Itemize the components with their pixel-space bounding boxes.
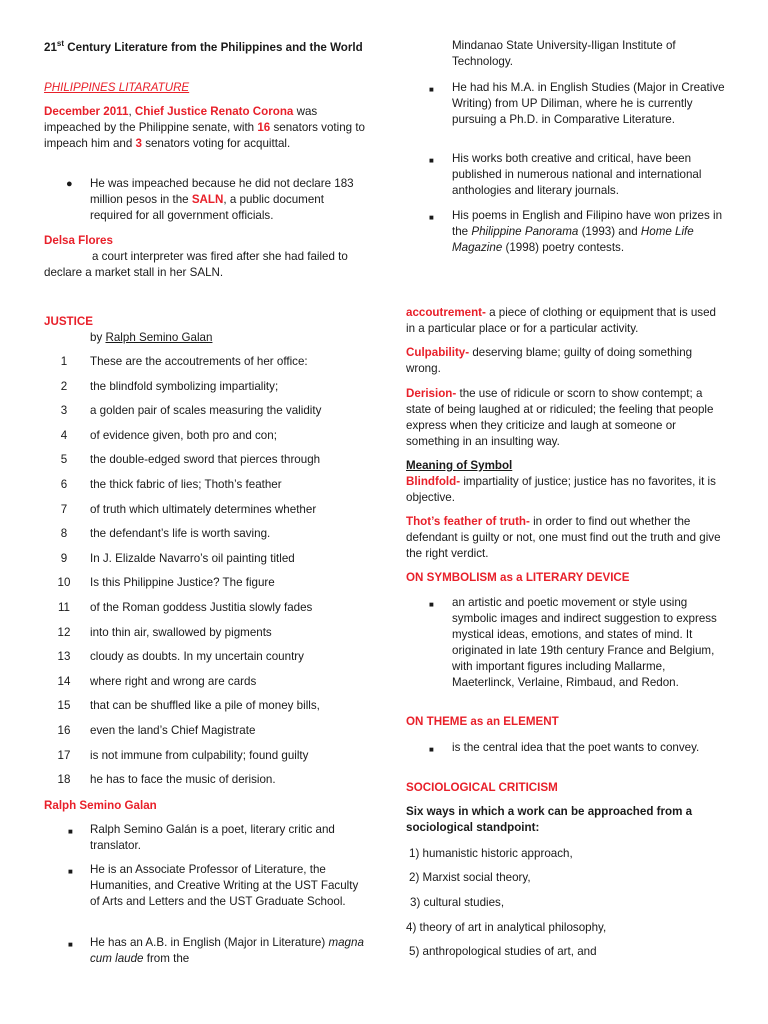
poem-line-text: even the land’s Chief Magistrate <box>90 724 256 737</box>
poem-line-text: the blindfold symbolizing impartiality; <box>90 379 279 393</box>
bio-bullet-3: He has an A.B. in English (Major in Literature) magna cum laude from the <box>90 936 364 965</box>
bio-bullet-2: He is an Associate Professor of Literature, the Humanities, and Creative Writing at the UST Faculty of Arts and Letters and the UST Graduate School. <box>90 863 359 908</box>
poem-line-text: the thick fabric of lies; Thoth’s feather <box>90 478 282 491</box>
bio-heading: Ralph Semino Galan <box>44 799 157 812</box>
poem-line-text: where right and wrong are cards <box>90 674 257 688</box>
square-bullet-icon: ■ <box>429 745 434 754</box>
theme-heading: ON THEME as an ELEMENT <box>406 715 559 728</box>
poem-line-number: 14 <box>57 674 71 688</box>
symbol-blindfold: Blindfold- impartiality of justice; justice has no favorites, it is objective. <box>406 475 716 504</box>
poem-line-text: of evidence given, both pro and con; <box>90 428 277 442</box>
poem-line-number: 4 <box>60 428 68 442</box>
corona-paragraph: December 2011, Chief Justice Renato Corona was impeached by the Philippine senate, with 16 senators voting to impeach him and 3 senators voting for acquittal. <box>44 105 365 150</box>
poem-byline: by Ralph Semino Galan <box>90 331 213 344</box>
page-title: 21st Century Literature from the Philippines and the World <box>44 39 363 54</box>
sociological-list-item: 2) Marxist social theory, <box>409 871 531 884</box>
poem-line-text: that can be shuffled like a pile of money bills, <box>90 699 320 713</box>
sociological-list-item: 5) anthropological studies of art, and <box>409 945 597 958</box>
delsa-text: a court interpreter was fired after she had failed to declare a market stall in her SALN. <box>44 250 348 279</box>
poem-line-number: 10 <box>57 576 71 590</box>
bio-bullet-4: He had his M.A. in English Studies (Major in Creative Writing) from UP Diliman, where he is currently pursuing a Ph.D. in Comparative Literature. <box>452 81 725 126</box>
poem-line-text: These are the accoutrements of her office: <box>90 355 308 368</box>
sociological-heading: SOCIOLOGICAL CRITICISM <box>406 781 558 794</box>
poem-line-text: of truth which ultimately determines whether <box>90 502 317 516</box>
poem-line-number: 9 <box>60 551 68 565</box>
poem-line-number: 15 <box>57 699 71 713</box>
poem-line-text: is not immune from culpability; found guilty <box>90 748 309 762</box>
poem-line-number: 6 <box>60 478 68 491</box>
square-bullet-icon: ■ <box>429 600 434 609</box>
symbolism-heading: ON SYMBOLISM as a LITERARY DEVICE <box>406 571 630 584</box>
glossary-accoutrement: accoutrement- a piece of clothing or equipment that is used in a particular place or for a particular activity. <box>406 306 716 335</box>
sociological-list-item: 3) cultural studies, <box>410 896 505 909</box>
symbol-feather: Thot’s feather of truth- in order to find out whether the defendant is guilty or not, one must find out the truth and give the right verdict. <box>406 515 721 560</box>
square-bullet-icon: ■ <box>68 867 73 876</box>
symbolism-bullet: an artistic and poetic movement or style using symbolic images and indirect suggestion to express mystical ideas, emotions, and states of mind. It originated in late 19th century France and Belgium, with important figures including Mallarme, Maeterlinck, Verlaine, Rimbaud, and Redon. <box>452 596 717 689</box>
square-bullet-icon: ■ <box>68 940 73 949</box>
sociological-list-item: 1) humanistic historic approach, <box>409 847 573 860</box>
corona-bullet: He was impeached because he did not declare 183 million pesos in the SALN, a public document required for all government officials. <box>90 177 354 222</box>
poem-line-text: the double-edged sword that pierces through <box>90 453 321 467</box>
poem-line-number: 16 <box>57 724 71 737</box>
square-bullet-icon: ■ <box>429 213 434 222</box>
poem-line-number: 1 <box>60 355 68 368</box>
poem-line-number: 3 <box>60 404 68 418</box>
poem-line-text: of the Roman goddess Justitia slowly fades <box>90 601 313 614</box>
symbol-heading: Meaning of Symbol <box>406 459 513 472</box>
poem-line-number: 7 <box>60 502 68 516</box>
theme-bullet: is the central idea that the poet wants to convey. <box>452 741 700 754</box>
poem-line-number: 18 <box>57 773 71 787</box>
poem-line-text: the defendant’s life is worth saving. <box>90 527 271 541</box>
poem-line-number: 13 <box>57 650 71 664</box>
section-subheading: PHILIPPINES LITARATURE <box>44 81 190 94</box>
poem-line-number: 2 <box>60 379 68 393</box>
poem-line-text: Is this Philippine Justice? The figure <box>90 576 275 590</box>
poem-line-number: 5 <box>60 453 68 467</box>
sociological-intro: Six ways in which a work can be approached from a sociological standpoint: <box>406 805 693 834</box>
square-bullet-icon: ■ <box>429 156 434 165</box>
poem-line-text: a golden pair of scales measuring the validity <box>90 404 322 418</box>
poem-line-text: In J. Elizalde Navarro’s oil painting titled <box>90 551 295 565</box>
poem-line-number: 17 <box>57 748 71 762</box>
poem-line-number: 12 <box>57 625 71 639</box>
bullet-dot-icon: ● <box>66 178 73 190</box>
glossary-culpability: Culpability- deserving blame; guilty of doing something wrong. <box>406 346 693 375</box>
bio-bullet-1: Ralph Semino Galán is a poet, literary critic and translator. <box>90 823 335 852</box>
bio-bullet-3-continued: Mindanao State University-Iligan Institute of Technology. <box>452 39 676 68</box>
delsa-heading: Delsa Flores <box>44 234 113 247</box>
sociological-list-item: 4) theory of art in analytical philosophy, <box>406 921 607 934</box>
glossary-derision: Derision- the use of ridicule or scorn to show contempt; a state of being laughed at or ridiculed; the feeling that people express when they criticize and laugh at someone or something in an insulting way. <box>406 387 714 448</box>
square-bullet-icon: ■ <box>429 85 434 94</box>
bio-bullet-5: His works both creative and critical, have been published in numerous national and international anthologies and literary journals. <box>452 152 702 197</box>
poem-line-text: into thin air, swallowed by pigments <box>90 625 272 639</box>
bio-bullet-6: His poems in English and Filipino have won prizes in the Philippine Panorama (1993) and Home Life Magazine (1998) poetry contests. <box>452 209 723 254</box>
poem-title: JUSTICE <box>44 315 93 328</box>
poem-line-number: 11 <box>57 601 71 614</box>
poem-line-text: he has to face the music of derision. <box>90 773 276 787</box>
poem-line-text: cloudy as doubts. In my uncertain country <box>90 650 304 664</box>
square-bullet-icon: ■ <box>68 827 73 836</box>
poem-line-number: 8 <box>60 527 68 541</box>
